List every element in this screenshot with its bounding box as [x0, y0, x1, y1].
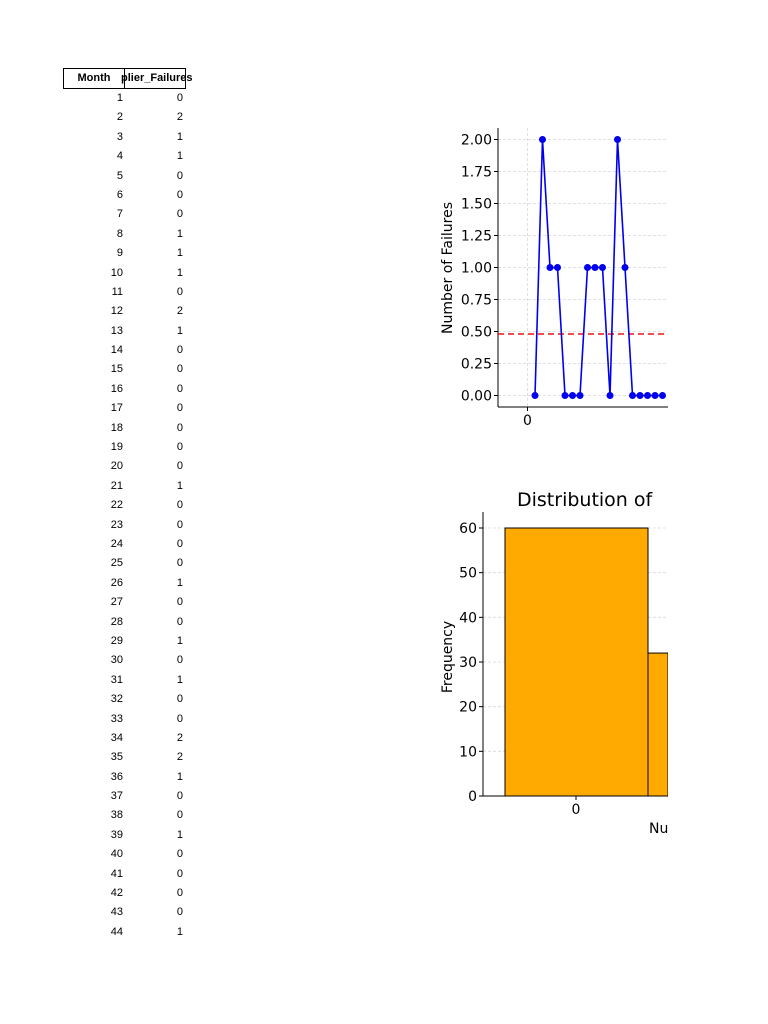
histogram-x-tick-label: 0 [571, 802, 581, 818]
cell-month[interactable]: 8 [116, 227, 123, 240]
line-chart-point [659, 392, 666, 399]
line-chart-point [584, 264, 591, 271]
table-row [63, 399, 193, 418]
line-chart-point [539, 136, 546, 143]
table-row [63, 322, 193, 341]
table-row [63, 516, 193, 535]
cell-month[interactable]: 17 [110, 402, 123, 415]
cell-month[interactable]: 33 [110, 712, 123, 725]
cell-month[interactable]: 4 [116, 150, 123, 163]
cell-month[interactable]: 40 [110, 848, 123, 861]
histogram-bar [648, 653, 668, 796]
histogram-x-axis-label: Nu [649, 821, 669, 837]
cell-failures[interactable]: 1 [176, 770, 183, 783]
table-row [63, 283, 193, 302]
table-row [63, 826, 193, 845]
cell-failures[interactable]: 0 [176, 712, 183, 725]
cell-month[interactable]: 34 [110, 731, 123, 744]
cell-failures[interactable]: 0 [176, 460, 183, 473]
table-row [63, 884, 193, 903]
line-chart-y-tick-label: 0.50 [460, 324, 492, 341]
table-row [63, 613, 193, 632]
cell-month[interactable]: 15 [110, 363, 123, 376]
cell-month[interactable]: 3 [116, 130, 123, 143]
cell-month[interactable]: 9 [116, 247, 123, 260]
table-row [63, 787, 193, 806]
histogram-title: Distribution of [517, 489, 653, 511]
cell-month[interactable]: 6 [116, 188, 123, 201]
cell-failures[interactable]: 1 [176, 130, 183, 143]
cell-failures[interactable]: 1 [176, 479, 183, 492]
cell-month[interactable]: 12 [110, 305, 123, 318]
histogram-y-tick-label: 10 [459, 744, 477, 761]
table-row [63, 710, 193, 729]
cell-month[interactable]: 39 [110, 828, 123, 841]
table-row [63, 748, 193, 767]
cell-failures[interactable]: 0 [176, 344, 183, 357]
table-row [63, 535, 193, 554]
cell-failures[interactable]: 0 [176, 382, 183, 395]
cell-failures[interactable]: 0 [176, 693, 183, 706]
cell-month[interactable]: 14 [110, 344, 123, 357]
header-month[interactable]: Month [63, 68, 125, 89]
cell-failures[interactable]: 0 [176, 363, 183, 376]
cell-month[interactable]: 41 [110, 867, 123, 880]
cell-month[interactable]: 13 [110, 324, 123, 337]
line-chart-point [629, 392, 636, 399]
cell-failures[interactable]: 1 [176, 673, 183, 686]
table-row [63, 690, 193, 709]
cell-month[interactable]: 36 [110, 770, 123, 783]
cell-month[interactable]: 22 [110, 499, 123, 512]
line-chart-y-tick-label: 1.25 [460, 228, 492, 245]
cell-month[interactable]: 21 [110, 479, 123, 492]
line-chart-point [562, 392, 569, 399]
table-header-row [63, 68, 193, 89]
line-chart-x-tick-label: 0 [523, 413, 532, 429]
cell-failures[interactable]: 0 [176, 92, 183, 104]
cell-failures[interactable]: 0 [176, 867, 183, 880]
cell-failures[interactable]: 1 [176, 828, 183, 841]
header-supplier-failures-label: plier_Failures [121, 72, 193, 84]
table-row [63, 167, 193, 186]
cell-month[interactable]: 2 [116, 111, 123, 124]
cell-failures[interactable]: 2 [176, 305, 183, 318]
table-row [63, 806, 193, 825]
cell-month[interactable]: 31 [110, 673, 123, 686]
histogram-y-tick-label: 40 [459, 610, 477, 627]
cell-month[interactable]: 16 [110, 382, 123, 395]
cell-failures[interactable]: 0 [176, 402, 183, 415]
table-row [63, 865, 193, 884]
cell-failures[interactable]: 2 [176, 731, 183, 744]
cell-failures[interactable]: 0 [176, 441, 183, 454]
line-chart-point [614, 136, 621, 143]
line-chart-point [644, 392, 651, 399]
cell-month[interactable]: 37 [110, 790, 123, 803]
line-chart-y-tick-label: 1.75 [460, 164, 492, 181]
data-table [63, 68, 193, 942]
line-chart-y-tick-label: 2.00 [460, 132, 492, 149]
cell-failures[interactable]: 0 [176, 809, 183, 822]
line-chart-point [652, 392, 659, 399]
table-row [63, 205, 193, 224]
cell-failures[interactable]: 1 [176, 150, 183, 163]
table-row [63, 671, 193, 690]
table-row [63, 108, 193, 127]
line-chart-point [532, 392, 539, 399]
header-supplier-failures[interactable] [121, 68, 193, 89]
cell-month[interactable]: 42 [110, 887, 123, 900]
line-chart-y-tick-label: 1.00 [460, 260, 492, 277]
line-chart-series-line [535, 140, 663, 396]
histogram-y-tick-label: 30 [459, 655, 477, 671]
cell-month[interactable]: 20 [110, 460, 123, 473]
table-row [63, 419, 193, 438]
table-row [63, 244, 193, 263]
table-row [63, 496, 193, 515]
cell-month[interactable]: 28 [110, 615, 123, 628]
cell-failures[interactable]: 0 [176, 654, 183, 667]
table-row [63, 593, 193, 612]
cell-failures[interactable]: 1 [176, 227, 183, 240]
line-chart-point [622, 264, 629, 271]
cell-month[interactable]: 10 [110, 266, 123, 279]
cell-failures[interactable]: 0 [176, 887, 183, 900]
table-row [63, 186, 193, 205]
table-row [63, 845, 193, 864]
table-row [63, 147, 193, 166]
cell-failures[interactable]: 0 [176, 596, 183, 609]
cell-month[interactable]: 27 [110, 596, 123, 609]
table-row [63, 651, 193, 670]
table-row [63, 729, 193, 748]
table-row [63, 923, 193, 942]
cell-month[interactable]: 18 [110, 421, 123, 434]
cell-failures[interactable]: 1 [176, 634, 183, 647]
table-row [63, 768, 193, 787]
line-chart-point [637, 392, 644, 399]
cell-failures[interactable]: 0 [176, 518, 183, 531]
histogram-y-tick-label: 0 [468, 789, 477, 805]
table-row [63, 128, 193, 147]
histogram-bar [505, 528, 648, 796]
table-body [63, 89, 193, 942]
cell-failures[interactable]: 0 [176, 557, 183, 570]
table-row [63, 360, 193, 379]
cell-month[interactable]: 23 [110, 518, 123, 531]
line-chart-point [607, 392, 614, 399]
line-chart-y-tick-label: 0.75 [460, 292, 492, 309]
histogram-y-tick-label: 20 [459, 699, 477, 716]
line-chart-point [599, 264, 606, 271]
cell-month[interactable]: 11 [111, 285, 123, 298]
table-row [63, 477, 193, 496]
cell-month[interactable]: 29 [110, 634, 123, 647]
cell-failures[interactable]: 2 [176, 751, 183, 764]
table-row [63, 341, 193, 360]
cell-month[interactable]: 25 [110, 557, 123, 570]
cell-failures[interactable]: 0 [176, 537, 183, 550]
line-chart-point [577, 392, 584, 399]
line-chart-y-tick-label: 0.00 [460, 388, 492, 405]
table-row [63, 457, 193, 476]
table-row [63, 225, 193, 244]
line-chart-point [547, 264, 554, 271]
cell-month[interactable]: 35 [110, 751, 123, 764]
cell-failures[interactable]: 0 [176, 421, 183, 434]
cell-month[interactable]: 44 [110, 925, 123, 938]
line-chart-y-tick-label: 1.50 [460, 196, 492, 213]
cell-failures[interactable]: 1 [176, 247, 183, 260]
cell-month[interactable]: 5 [116, 169, 123, 182]
cell-failures[interactable]: 0 [176, 906, 183, 919]
table-row [63, 89, 193, 108]
cell-failures[interactable]: 1 [176, 576, 183, 589]
cell-failures[interactable]: 1 [176, 925, 183, 938]
cell-month[interactable]: 26 [110, 576, 123, 589]
line-chart-point [592, 264, 599, 271]
table-row [63, 380, 193, 399]
histogram-y-tick-label: 60 [459, 521, 477, 537]
cell-failures[interactable]: 0 [176, 499, 183, 512]
cell-failures[interactable]: 0 [176, 848, 183, 861]
line-chart-y-axis-label: Number of Failures [440, 202, 456, 334]
table-row [63, 302, 193, 321]
line-chart-y-tick-label: 0.25 [460, 356, 492, 373]
histogram-y-axis-label: Frequency [440, 620, 456, 694]
cell-failures[interactable]: 0 [176, 169, 183, 182]
table-row [63, 554, 193, 573]
table-row [63, 264, 193, 283]
table-row [63, 574, 193, 593]
cell-failures[interactable]: 0 [176, 790, 183, 803]
cell-month[interactable]: 43 [110, 906, 123, 919]
cell-month[interactable]: 24 [110, 537, 123, 550]
line-chart-point [554, 264, 561, 271]
cell-failures[interactable]: 0 [176, 285, 183, 298]
cell-month[interactable]: 7 [116, 208, 123, 221]
cell-failures[interactable]: 1 [176, 266, 183, 279]
table-row [63, 632, 193, 651]
cell-failures[interactable]: 0 [176, 188, 183, 201]
cell-failures[interactable]: 1 [176, 324, 183, 337]
histogram-y-tick-label: 50 [459, 565, 477, 582]
cell-month[interactable]: 32 [110, 693, 123, 706]
cell-failures[interactable]: 2 [176, 111, 183, 124]
cell-month[interactable]: 1 [116, 92, 123, 104]
cell-month[interactable]: 38 [110, 809, 123, 822]
table-row [63, 903, 193, 922]
table-row [63, 438, 193, 457]
cell-failures[interactable]: 0 [176, 208, 183, 221]
crop-mask [668, 110, 768, 850]
line-chart-point [569, 392, 576, 399]
cell-month[interactable]: 30 [110, 654, 123, 667]
cell-failures[interactable]: 0 [176, 615, 183, 628]
cell-month[interactable]: 19 [110, 441, 123, 454]
